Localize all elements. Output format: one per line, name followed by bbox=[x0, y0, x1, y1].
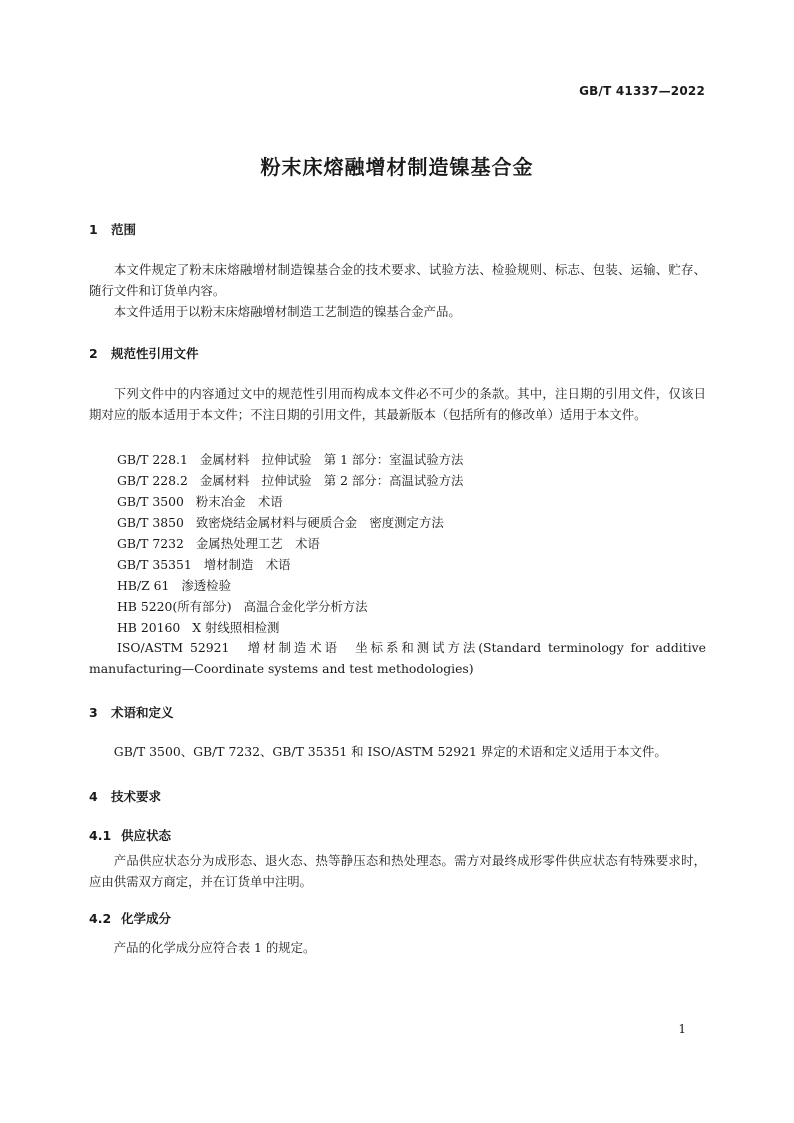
reference-code: GB/T 3500 bbox=[117, 494, 184, 509]
reference-item bbox=[117, 471, 463, 489]
document-title: 粉末床熔融增材制造镍基合金 bbox=[260, 155, 534, 179]
reference-item bbox=[117, 618, 279, 636]
reference-code: GB/T 7232 bbox=[117, 536, 184, 551]
reference-code: GB/T 228.1 bbox=[117, 452, 188, 467]
section-title: 范围 bbox=[111, 222, 137, 237]
section-title: 供应状态 bbox=[121, 828, 172, 843]
reference-code: HB 20160 bbox=[117, 620, 181, 635]
section-title: 技术要求 bbox=[111, 789, 162, 804]
reference-item bbox=[117, 576, 231, 594]
section-title: 规范性引用文件 bbox=[111, 346, 199, 361]
reference-item bbox=[117, 513, 444, 531]
reference-title: 金属材料 拉伸试验 第 2 部分：高温试验方法 bbox=[199, 473, 464, 488]
reference-title: 致密烧结金属材料与硬质合金 密度测定方法 bbox=[195, 515, 444, 530]
reference-item bbox=[117, 534, 320, 552]
section-number: 4.2 bbox=[89, 911, 112, 926]
reference-item-long: ISO/ASTM 52921 增材制造术语 坐标系和测试方法(Standard terminology for additive manufacturing—Coordinate systems and test methodologies) bbox=[89, 640, 706, 676]
page-number: 1 bbox=[678, 1022, 686, 1036]
reference-title: 金属热处理工艺 术语 bbox=[195, 536, 320, 551]
reference-item bbox=[117, 492, 283, 510]
section-number: 1 bbox=[89, 222, 98, 237]
section-number: 3 bbox=[89, 705, 98, 720]
reference-item bbox=[117, 450, 463, 468]
section-4-2-paragraph-1: 产品的化学成分应符合表 1 的规定。 bbox=[113, 940, 316, 955]
section-2-heading bbox=[89, 344, 199, 362]
section-title: 术语和定义 bbox=[111, 705, 174, 720]
section-number: 4 bbox=[89, 789, 98, 804]
section-4-2-heading bbox=[89, 909, 171, 927]
reference-title: 渗透检验 bbox=[181, 578, 231, 593]
section-3-heading bbox=[89, 703, 174, 721]
section-4-heading bbox=[89, 787, 161, 805]
reference-code: GB/T 3850 bbox=[117, 515, 184, 530]
section-number: 2 bbox=[89, 346, 98, 361]
section-2-paragraph-1: 下列文件中的内容通过文中的规范性引用而构成本文件必不可少的条款。其中，注日期的引用文件，仅该日期对应的版本适用于本文件；不注日期的引用文件，其最新版本（包括所有的修改单）适用于本文件。 bbox=[89, 386, 706, 422]
reference-title: 增材制造 术语 bbox=[203, 557, 291, 572]
section-number: 4.1 bbox=[89, 828, 112, 843]
section-1-paragraph-1: 本文件规定了粉末床熔融增材制造镍基合金的技术要求、试验方法、检验规则、标志、包装、运输、贮存、随行文件和订货单内容。 bbox=[89, 262, 706, 298]
reference-title: 高温合金化学分析方法 bbox=[243, 599, 368, 614]
reference-code: GB/T 228.2 bbox=[117, 473, 188, 488]
reference-item bbox=[117, 555, 291, 573]
reference-title: 粉末冶金 术语 bbox=[195, 494, 283, 509]
reference-code: HB 5220(所有部分) bbox=[117, 599, 232, 614]
section-1-paragraph-2: 本文件适用于以粉末床熔融增材制造工艺制造的镍基合金产品。 bbox=[113, 304, 461, 319]
reference-title: 金属材料 拉伸试验 第 1 部分：室温试验方法 bbox=[199, 452, 464, 467]
reference-title: X 射线照相检测 bbox=[192, 620, 280, 635]
standard-number: GB/T 41337—2022 bbox=[579, 84, 705, 98]
reference-item bbox=[117, 597, 368, 615]
section-3-paragraph-1: GB/T 3500、GB/T 7232、GB/T 35351 和 ISO/ASTM 52921 界定的术语和定义适用于本文件。 bbox=[113, 744, 667, 759]
reference-code: GB/T 35351 bbox=[117, 557, 192, 572]
section-4-1-paragraph-1: 产品供应状态分为成形态、退火态、热等静压态和热处理态。需方对最终成形零件供应状态有特殊要求时，应由供需双方商定，并在订货单中注明。 bbox=[89, 853, 706, 889]
section-title: 化学成分 bbox=[121, 911, 172, 926]
reference-code: HB/Z 61 bbox=[117, 578, 170, 593]
section-4-1-heading bbox=[89, 826, 171, 844]
section-1-heading bbox=[89, 220, 136, 238]
